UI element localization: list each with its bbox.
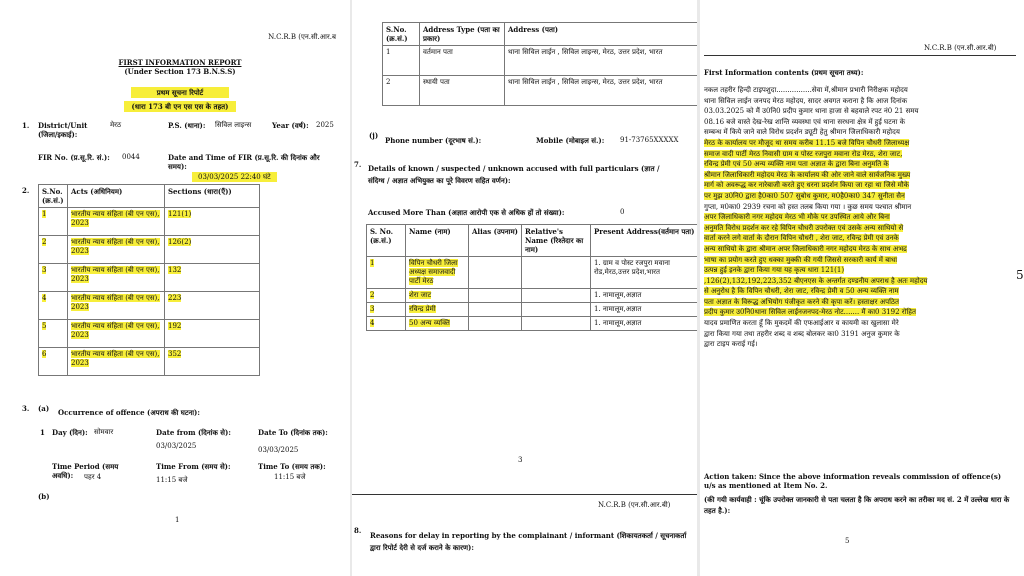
ps-value: सिविल लाइन्स [215,121,252,129]
paragraph-line-text: अपर जिलाधिकारी नगर महोदय मेरठ भी मौके पर उपस्थित आये और बिना [704,213,890,222]
col-header: S. No. (क्र.सं.) [367,225,406,257]
day-label: Day (दिन): [52,428,88,437]
name-cell [406,289,469,303]
act-cell-text: भारतीय न्याय संहिता (बी एन एस), 2023 [71,210,160,227]
address-cell-text: थाना सिविल लाईन , सिविल लाइन्स, मेरठ, उत्तर प्रदेश, भारत [508,78,663,86]
sno-cell-text: 4 [370,319,375,327]
section-cell [165,320,260,348]
paragraph-line-text: थाना सिविल लाईन जनपद मेरठ महोदय, सादर अवगत कराना है कि आज दिनांक [704,96,908,105]
paragraph-line [704,233,1018,244]
paragraph-line [704,159,1018,170]
col-header: Alias (उपनाम) [469,225,522,257]
alias-cell [469,289,522,303]
time-from-value: 11:15 बजे [156,476,188,484]
sno-cell [39,264,68,292]
paragraph-line [704,329,1018,340]
report-subtitle: (Under Section 173 B.N.S.S) [124,67,236,76]
date-from-label: Date from (दिनांक से): [156,428,231,437]
name-cell-text: रविन्द्र प्रेमी [409,305,436,313]
table-row [39,264,260,292]
action-taken-title: Action taken: Since the above information reveals commission of offence(s) u/s as mentioned at Item No. 2. [704,472,1002,490]
sno-cell [367,289,406,303]
item-sub-a: (a) [38,404,50,413]
sno-cell [39,208,68,236]
alias-cell [469,303,522,317]
address-cell-text: 1. नामालूम,अज्ञात [594,291,642,299]
item-sub-j: (j) [369,131,379,140]
address-type-cell [420,76,505,106]
col-header: S.No. (क्र.सं.) [383,23,420,46]
table-row [39,320,260,348]
sno-cell [367,317,406,331]
act-cell-text: भारतीय न्याय संहिता (बी एन एस), 2023 [71,294,160,311]
item-number: 8. [354,526,362,535]
paragraph-line-text: नकल तहरीर हिन्दी टाइपशुदा................सेवा में,श्रीमान प्रभारी निरीक्षक महोदय [704,86,908,94]
paragraph-line [704,180,1018,191]
address-cell [505,46,698,76]
section-cell [165,208,260,236]
margin-number: 5 [1016,268,1024,282]
sno-cell-text: 6 [42,350,47,358]
address-cell [591,303,698,317]
section-cell [165,264,260,292]
paragraph-line [704,297,1018,308]
col-header: Address (पता) [505,23,698,46]
paragraph-line-text: अन्य साथियो के द्वारा श्रीमान अपर जिलाधिकारी नगर महोदय मेरठ के साथ अभद्र [704,244,907,253]
paragraph-line [704,117,1018,128]
name-cell [406,317,469,331]
act-cell-text: भारतीय न्याय संहिता (बी एन एस), 2023 [71,238,160,255]
relative-cell [522,257,591,289]
hindi-subtitle: (धारा 173 बी एन एस एस के तहत) [124,101,237,112]
paragraph-line-text: 03.03.2025 को मैं उ0नि0 प्रदीप कुमार थाना हाजा से बहवाले रपट नं0 21 समय [704,107,919,116]
col-header: Present Address(वर्तमान पता) [591,225,698,257]
contents-title: First Information contents (प्रथम सूचना तथ्य): [704,68,864,77]
sno-cell [367,303,406,317]
fir-value: 0044 [122,153,140,161]
address-cell-text: थाना सिविल लाईन , सिविल लाइन्स, मेरठ, उत्तर प्रदेश, भारत [508,48,663,56]
action-taken-hindi: (की गयी कार्यवाही : चूंकि उपरोक्त जानकारी से पता चलता है कि अपराध करने का तरीका मद सं. 2 में उल्लेख धारा के तहत है.): [704,495,1010,515]
relative-cell [522,317,591,331]
paragraph-line [704,255,1018,266]
act-cell [68,264,165,292]
item-sub-b: (b) [38,492,50,501]
ncrb-header: N.C.R.B (एन.सी.आर.बी) [924,44,997,52]
address-cell [505,76,698,106]
paragraph-line [704,318,1018,329]
accused-more-label: Accused More Than (अज्ञात आरोपी एक से अधिक हों तो संख्या): [368,208,565,217]
mobile-label: Mobile (मोबाइल सं.): [536,136,605,145]
table-row [39,208,260,236]
act-cell [68,320,165,348]
item-number: 7. [354,160,362,169]
address-cell [591,257,698,289]
address-cell [591,289,698,303]
paragraph-line [704,149,1018,160]
district-label: District/Unit (जिला/इकाई): [38,121,88,139]
fir-page-3 [352,0,697,576]
item-number: 3. [22,404,30,413]
time-to-label: Time To (समय तक): [258,462,326,471]
page-number: 5 [845,537,850,545]
paragraph-line-text: पर मुझ उ0नि0 द्वारा है0का0 507 सुबोध कुमार, म0है0का0 347 सुनीता सैन [704,191,905,200]
date-to-label: Date To (दिनांक तक): [258,428,328,437]
paragraph-line-text: सम्बन्ध में किये जाने वाले विरोध प्रदर्शन ड्यूटी हेतु श्रीमान जिलाधिकारी महोदय [704,128,900,137]
ncrb-header: N.C.R.B (एन.सी.आर.ब [268,33,336,41]
sno-cell [39,348,68,376]
item-number: 2. [22,186,30,195]
sno-cell [383,76,420,106]
header-rule [704,55,1016,56]
paragraph-line [704,265,1018,276]
acts-table [38,184,260,376]
act-cell [68,236,165,264]
day-value: सोमवार [94,428,114,436]
section-cell [165,348,260,376]
table-row [39,236,260,264]
table-row [39,292,260,320]
act-cell [68,348,165,376]
paragraph-line [704,96,1018,107]
fir-page-5 [700,0,1024,576]
sno-cell-text: 2 [42,238,47,246]
ps-label: P.S. (थाना): [168,121,206,130]
date-to-value: 03/03/2025 [258,446,299,454]
paragraph-line-text: रविन्द्र प्रेमी एवं 50 अन्य व्यक्ति नाम पता अज्ञात के द्वारा बिना अनुमति के [704,160,889,169]
alias-cell [469,257,522,289]
sno-cell [39,236,68,264]
paragraph-line-text: से अनुरोध है कि विपिन चौधरी, शेरा जाट, रविन्द्र प्रेमी व 50 अन्य व्यक्ति नाम [704,287,899,296]
section-cell [165,292,260,320]
col-header: S.No. (क्र.सं.) [39,185,68,208]
section-cell-text: 126(2) [168,238,192,246]
paragraph-line [704,307,1018,318]
fir-page-1 [0,0,350,576]
address-cell-text: 1. नामालूम,अज्ञात [594,319,642,327]
act-cell-text: भारतीय न्याय संहिता (बी एन एस), 2023 [71,322,160,339]
page-divider [352,494,697,495]
address-cell [591,317,698,331]
paragraph-line [704,191,1018,202]
section-cell-text: 352 [168,350,182,358]
table-row [367,317,698,331]
name-cell-text: 50 अन्य व्यक्ति [409,319,450,327]
relative-cell [522,303,591,317]
name-cell [406,303,469,317]
district-value: मेरठ [110,121,122,129]
page-number: 3 [518,456,523,464]
paragraph-line-text: भाषा का प्रयोग करते हुए धक्का मुक्की की गयी जिससे सरकारी कार्य में बाधा [704,255,898,264]
paragraph-line [704,276,1018,287]
col-header: Relative's Name (रिश्तेदार का नाम) [522,225,591,257]
address-cell-text: 1. ग्राम व पोस्ट रजपुरा मवाना रोड,मेरठ,उत्तर प्रदेश,भारत [594,259,670,276]
act-cell-text: भारतीय न्याय संहिता (बी एन एस), 2023 [71,350,160,367]
paragraph-line-text: उत्पन्न हुई इनके द्वारा किया गया यह कृत्य धारा 121(1) [704,266,845,275]
sno-cell-text: 1 [370,259,375,267]
act-cell-text: भारतीय न्याय संहिता (बी एन एस), 2023 [71,266,160,283]
section-cell-text: 121(1) [168,210,192,218]
section-cell-text: 223 [168,294,182,302]
paragraph-line [704,85,1018,96]
paragraph-line-text: यादव प्रमाणित करता हूँ कि मुकदमें की एफआईआर व कायमी का खुलासा मेरे [704,319,899,328]
address-table [382,22,697,106]
date-from-value: 03/03/2025 [156,442,197,450]
occurrence-label: Occurrence of offence (अपराध की घटना): [58,408,200,417]
paragraph-line-text: समाज वादी पार्टी मेरठ निवासी ग्राम व पोस्ट रजपुरा मवाना रोड मेरठ, शेरा जाट, [704,149,903,158]
paragraph-line-text: द्वारा टाइप कराई गई। [704,340,758,349]
paragraph-line [704,170,1018,181]
section-cell-text: 192 [168,322,182,330]
paragraph-line-text: मेरठ के कार्यालय पर मौजूद था समय करीब 11.15 बजे विपिन चौधरी जिलाध्यक्ष [704,138,910,147]
sno-cell-text: 1 [42,210,47,218]
paragraph-line-text: 08.16 बजे वास्ते देख-रेख शान्ति व्यवस्था एवं थाना सरधना क्षेत्र में हुई घटना के [704,117,906,126]
paragraph-line-text: प्रदीप कुमार उ0नि0थाना सिविल लाईनजनपद-मेरठ नोट....... मैं का0 3192 रोहित [704,308,916,317]
sno-cell-text: 3 [370,305,375,313]
time-to-value: 11:15 बजे [274,473,306,481]
table-row [383,76,698,106]
paragraph-line-text: मार्ग को अवरूद्ध कर नारेबाजी करते हुए धरना प्रदर्शन किया जा रहा था जिसे मौके [704,181,910,190]
sno-cell-text: 5 [42,322,47,330]
paragraph-line-text: गुप्ता, म0का0 2939 रचना को हस्त तलब किया गया । कुछ समय पश्चात श्रीमान [704,202,912,211]
sno-cell [383,46,420,76]
time-period-label: Time Period (समय अवधि): [52,462,119,480]
address-cell-text: 1. नामालूम,अज्ञात [594,305,642,313]
act-cell [68,292,165,320]
col-header: Address Type (पता का प्रकार) [420,23,505,46]
paragraph-line [704,212,1018,223]
paragraph-line-text: पता अज्ञात के विरूद्ध अभियोग पंजीकृत करने की कृपा करें। हस्ताक्षर अपठित [704,297,899,306]
paragraph-line-text: द्वारा किया गया तथा तहरीर शब्द व शब्द बोलकर का0 3191 अनुज कुमार के [704,329,900,338]
paragraph-line-text: श्रीमान जिलाधिकारी महोदय मेरठ के कार्यालय की ओर जाने वाले सार्वजनिक मुख्य [704,170,911,179]
sno-cell-text: 2 [370,291,375,299]
sno-cell-text: 2 [386,78,391,86]
table-row [367,257,698,289]
item-number: 1. [22,121,30,130]
address-type-cell [420,46,505,76]
address-type-cell-text: स्थायी पता [423,78,450,86]
mobile-value: 91-73765XXXXX [620,136,679,144]
section-cell-text: 132 [168,266,182,274]
year-value: 2025 [316,121,334,129]
paragraph-line-text: अनुमति विरोध प्रदर्शन कर रहे विपिन चौधरी उपरोक्त एवं उसके अन्य साथियो से [704,223,904,232]
paragraph-line [704,223,1018,234]
col-header: Acts (अधिनियम) [68,185,165,208]
address-type-cell-text: वर्तमान पता [423,48,453,56]
accused-details-label: Details of known / suspected / unknown accused with full particulars (ज्ञात / संदिग्ध / अज्ञात अभियुक्त का पूरे विवरण सहित वर्णन): [368,164,660,185]
page-number: 1 [175,516,180,524]
ncrb-header: N.C.R.B (एन.सी.आर.बी) [598,501,671,509]
sno-cell [367,257,406,289]
fir-label: FIR No. (प्र.सू.रि. सं.): [38,153,110,162]
act-cell [68,208,165,236]
name-cell-text: शेरा जाट [409,291,432,299]
table-row [367,289,698,303]
sno-cell-text: 3 [42,266,47,274]
year-label: Year (वर्ष): [272,121,309,130]
paragraph-line-text: ,126(2),132,192,223,352 बीएनएस के अन्तर्गत दण्डनीय अपराध है अतः महोदय [704,276,928,285]
fir-datetime-value: 03/03/2025 22:40 घंटे [192,172,277,182]
table-row [39,348,260,376]
hindi-title: प्रथम सूचना रिपोर्ट [131,87,229,98]
sno-cell-text: 1 [386,48,391,56]
relative-cell [522,289,591,303]
time-period-value: पहर 4 [84,473,102,481]
paragraph-line [704,244,1018,255]
accused-more-value: 0 [620,208,625,216]
time-from-label: Time From (समय से): [156,462,231,471]
col-header: Sections (धारा(एँ)) [165,185,260,208]
paragraph-line [704,138,1018,149]
delay-reason-label: Reasons for delay in reporting by the complainant / informant (शिकायतकर्ता / सूचनाकर्ता द्वारा रिपोर्ट देरी से दर्ज कराने के कारण): [370,531,687,552]
section-cell [165,236,260,264]
sno-cell-text: 4 [42,294,47,302]
paragraph-line [704,339,1018,350]
paragraph-line [704,202,1018,213]
sno-cell [39,292,68,320]
sno-cell [39,320,68,348]
table-row [367,303,698,317]
table-row [383,46,698,76]
fir-datetime-label: Date and Time of FIR (प्र.सू.रि. की दिनांक और समय): [168,153,320,171]
accused-table [366,224,697,331]
sub-number: 1 [40,428,45,437]
paragraph-line-text: वार्ता करने लगे वार्ता के दौरान विपिन चौधरी , शेरा जाट, रविन्द्र प्रेमी एवं उनके [704,234,899,243]
col-header: Name (नाम) [406,225,469,257]
paragraph-line [704,286,1018,297]
paragraph-line [704,127,1018,138]
fir-contents-paragraph [704,85,1018,350]
phone-label: Phone number (दूरभाष सं.): [385,136,482,145]
report-title: FIRST INFORMATION REPORT [118,58,242,67]
name-cell-text: विपिन चौधरी जिला अध्यक्ष समाजवादी पार्टी मेरठ [409,259,458,285]
alias-cell [469,317,522,331]
name-cell [406,257,469,289]
paragraph-line [704,106,1018,117]
